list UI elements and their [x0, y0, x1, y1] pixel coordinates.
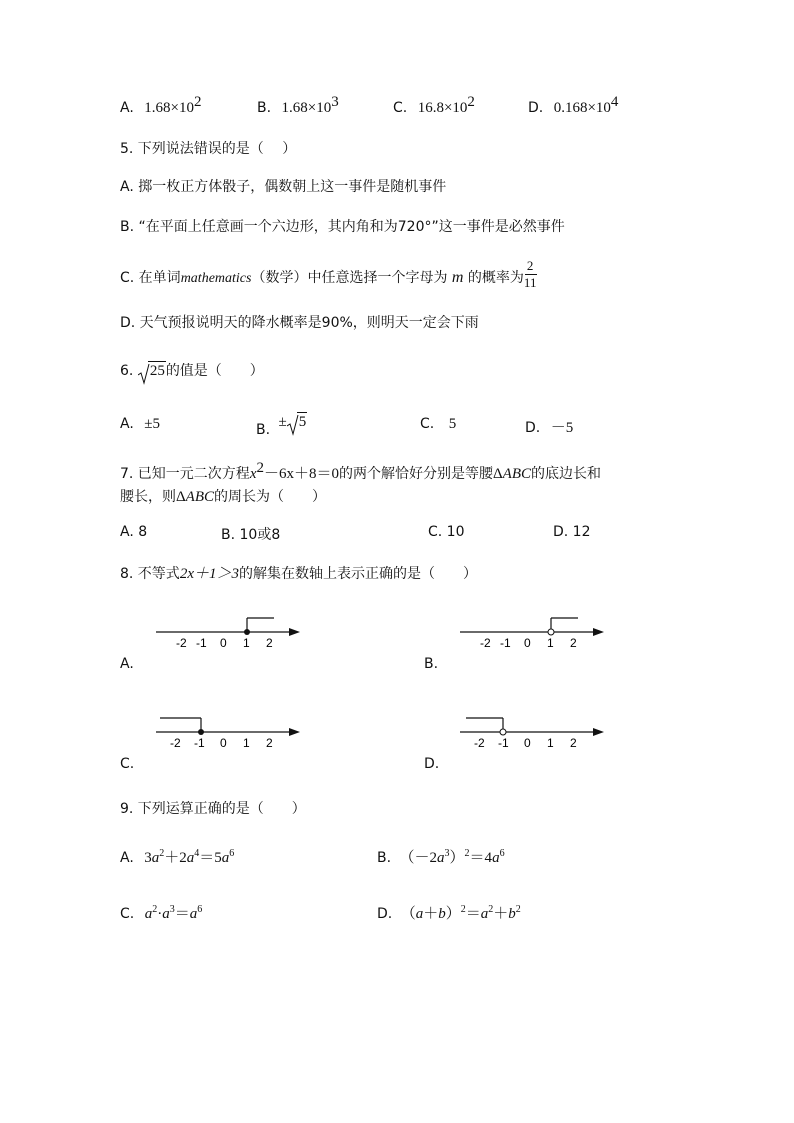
q7-option-c: C. 10	[428, 524, 465, 540]
q9-option-d: D. $(a+b)^2=a^2+b^2$	[377, 904, 521, 922]
q5-option-c: C. 在单词mathematics（数学）中任意选择一个字母为 m 的概率为 $\frac{2}{11}$	[120, 258, 537, 290]
arrow-icon	[289, 728, 300, 736]
q5-stem: 5. 下列说法错误的是（ ）	[120, 141, 297, 157]
q8-option-d-label: D.	[424, 756, 440, 772]
tick-label: 1	[547, 736, 554, 750]
tick-label: -1	[498, 736, 509, 750]
sqrt-25: 25	[138, 363, 166, 380]
tick-label: -2	[170, 736, 181, 750]
arrow-icon	[593, 728, 604, 736]
q8-option-a-label: A.	[120, 656, 134, 672]
q7-option-b: B. 10或8	[221, 527, 281, 543]
tick-label: 2	[570, 636, 577, 650]
solid-dot-icon	[198, 729, 204, 735]
tick-label: 0	[524, 736, 531, 750]
q8-stem: 8. 不等式2x＋1＞3的解集在数轴上表示正确的是（ ）	[120, 566, 477, 582]
number-line-c	[152, 712, 307, 752]
tick-label: 0	[220, 736, 227, 750]
arrow-icon	[289, 628, 300, 636]
q9-expr-d: $(a+b)^2=a^2+b^2$	[400, 904, 521, 922]
q9-stem: 9. 下列运算正确的是（ ）	[120, 801, 306, 817]
tick-label: 2	[266, 736, 273, 750]
number-line-b	[456, 612, 611, 652]
radical-sign-icon	[287, 414, 299, 436]
tick-label: -1	[500, 636, 511, 650]
q7-stem-line2: 腰长，则ΔABC的周长为（ ）	[120, 489, 326, 505]
tick-label: 0	[524, 636, 531, 650]
tick-label: 1	[243, 636, 250, 650]
tick-label: 1	[243, 736, 250, 750]
q4-option-d: D. $0.168\times 10^4$	[528, 94, 619, 116]
q4-option-a: A. $1.68\times 10^2$	[120, 94, 202, 116]
q7-option-a: A. 8	[120, 524, 148, 540]
q9-option-b: B. $(-2a^3)^2=4a^6$	[377, 848, 505, 866]
q7-option-d: D. 12	[553, 524, 591, 540]
q6-option-c: C. 5	[420, 416, 457, 432]
tick-label: -1	[196, 636, 207, 650]
tick-label: -2	[474, 736, 485, 750]
tick-label: 2	[570, 736, 577, 750]
q5-option-d: D. 天气预报说明天的降水概率是90%，则明天一定会下雨	[120, 315, 479, 331]
q7-stem-line1: 7. 已知一元二次方程$x^2-6x+8=0$的两个解恰好分别是等腰ΔABC的底边长和	[120, 460, 601, 482]
q4-option-c: C. $16.8\times 10^2$	[393, 94, 475, 116]
q8-option-c-label: C.	[120, 756, 135, 772]
sqrt-5: 5	[287, 414, 308, 431]
q5-option-a: A. 掷一枚正方体骰子，偶数朝上这一事件是随机事件	[120, 179, 447, 195]
tick-label: -2	[176, 636, 187, 650]
arrow-icon	[593, 628, 604, 636]
q9-expr-a: $3a^2+2a^4=5a^6$	[144, 848, 235, 866]
q8-option-b-label: B.	[424, 656, 439, 672]
number-line-a	[152, 612, 307, 652]
q6-stem: 6. 25的值是（ ）	[120, 360, 264, 380]
q9-option-a: A. $3a^2+2a^4=5a^6$	[120, 848, 235, 866]
q9-expr-c: $a^2\cdot a^3=a^6$	[144, 904, 203, 922]
hollow-dot-icon	[500, 729, 506, 735]
tick-label: 1	[547, 636, 554, 650]
q6-option-a: A. ±5	[120, 416, 160, 432]
tick-label: -1	[194, 736, 205, 750]
tick-label: -2	[480, 636, 491, 650]
q9-option-c: C. $a^2\cdot a^3=a^6$	[120, 904, 203, 922]
q9-expr-b: $(-2a^3)^2=4a^6$	[399, 848, 505, 866]
radical-sign-icon	[138, 363, 150, 385]
probability-fraction: $\frac{2}{11}$	[523, 258, 537, 290]
solid-dot-icon	[244, 629, 250, 635]
q6-option-b: B. ± 5	[256, 414, 307, 438]
q5-option-b: B. “在平面上任意画一个六边形，其内角和为720°”这一事件是必然事件	[120, 219, 565, 235]
q4-option-b: B. $1.68\times 10^3$	[257, 94, 339, 116]
q6-option-d: D. －5	[525, 420, 574, 436]
hollow-dot-icon	[548, 629, 554, 635]
tick-label: 2	[266, 636, 273, 650]
tick-label: 0	[220, 636, 227, 650]
number-line-d	[456, 712, 611, 752]
